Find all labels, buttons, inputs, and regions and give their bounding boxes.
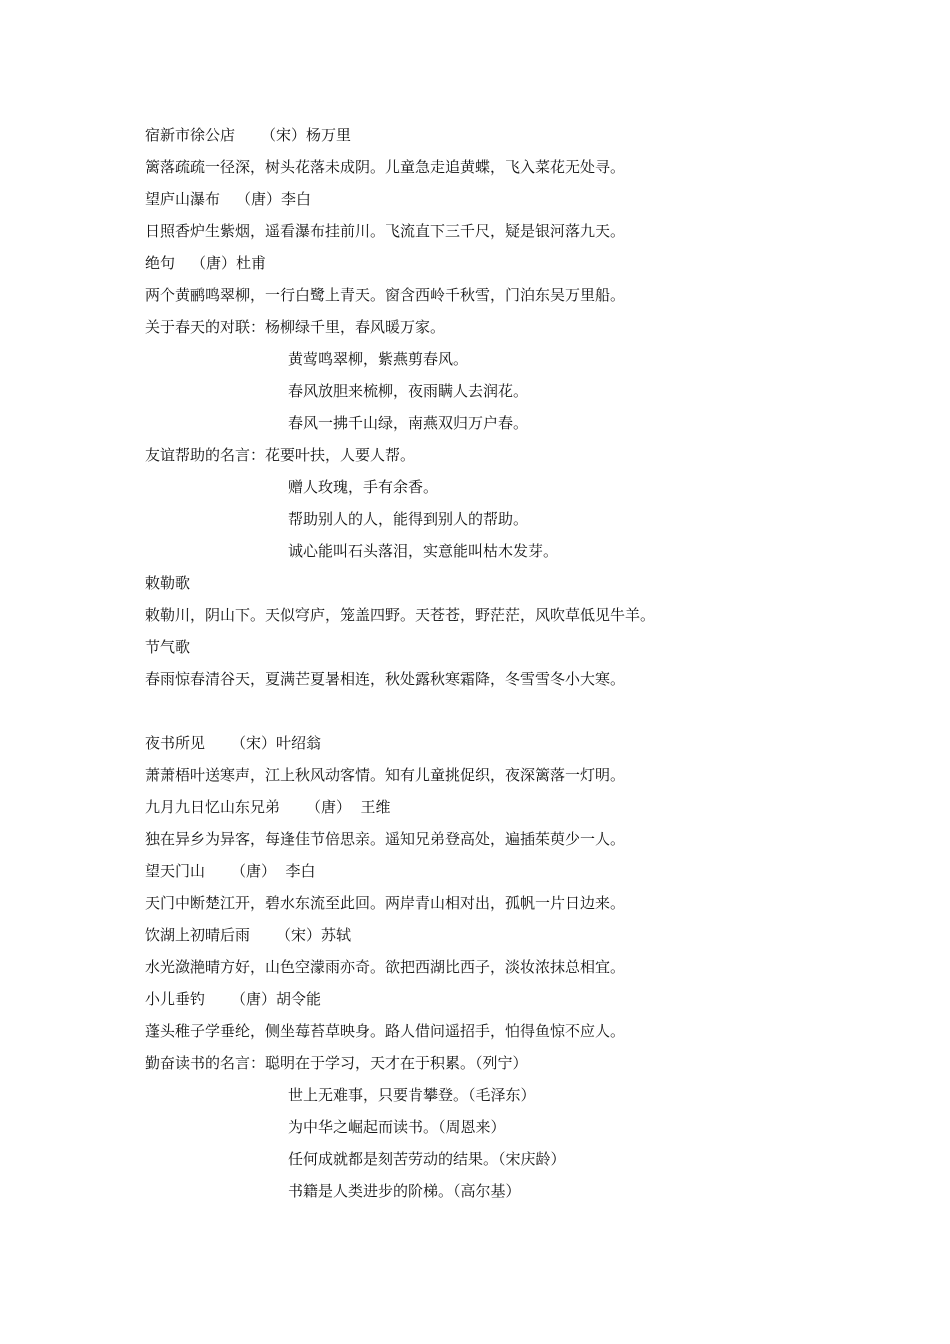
quote-item: 花要叶扶，人要人帮。 <box>265 446 416 464</box>
quote-item: 世上无难事，只要肯攀登。（毛泽东） <box>288 1086 536 1104</box>
couplet-item: 春风一拂千山绿，南燕双归万户春。 <box>288 414 529 432</box>
section-label: 勤奋读书的名言： <box>145 1054 266 1072</box>
poem-text: 春雨惊春清谷天，夏满芒夏暑相连，秋处露秋寒霜降，冬雪雪冬小大寒。 <box>145 670 626 688</box>
poem-title: 宿新市徐公店 <box>145 126 236 144</box>
poem-title-line <box>145 861 316 881</box>
poem-title: 饮湖上初晴后雨 <box>145 926 251 944</box>
poem-title: 望庐山瀑布 <box>145 190 221 208</box>
poem-text: 篱落疏疏一径深，树头花落未成阴。儿童急走追黄蝶，飞入菜花无处寻。 <box>145 158 626 176</box>
poem-text: 天门中断楚江开，碧水东流至此回。两岸青山相对出，孤帆一片日边来。 <box>145 894 626 912</box>
section-label: 关于春天的对联： <box>145 318 266 336</box>
couplet-item: 黄莺鸣翠柳，紫燕剪春风。 <box>288 350 469 368</box>
poem-title-line <box>145 925 351 945</box>
poem-title-line <box>145 125 351 145</box>
quote-item: 为中华之崛起而读书。（周恩来） <box>288 1118 506 1136</box>
poem-title-line <box>145 253 266 273</box>
poem-author: （宋）叶绍翁 <box>231 734 322 752</box>
poem-title: 节气歌 <box>145 638 191 656</box>
poem-title-line <box>145 797 391 817</box>
poem-title: 小儿垂钓 <box>145 990 206 1008</box>
poem-author: （宋）杨万里 <box>261 126 352 144</box>
quote-item: 书籍是人类进步的阶梯。（高尔基） <box>288 1182 521 1200</box>
poem-text: 萧萧梧叶送寒声，江上秋风动客情。知有儿童挑促织，夜深篱落一灯明。 <box>145 766 626 784</box>
poem-title-line <box>145 989 321 1009</box>
spring-couplet-line <box>145 317 445 337</box>
poem-text: 蓬头稚子学垂纶，侧坐莓苔草映身。路人借问遥招手，怕得鱼惊不应人。 <box>145 1022 626 1040</box>
poem-author: （宋）苏轼 <box>276 926 352 944</box>
quote-item: 赠人玫瑰，手有余香。 <box>288 478 439 496</box>
poem-title-line <box>145 189 311 209</box>
couplet-item: 杨柳绿千里，春风暖万家。 <box>265 318 446 336</box>
poem-author: （唐） 李白 <box>231 862 316 880</box>
poem-title: 敕勒歌 <box>145 574 191 592</box>
poem-text: 敕勒川，阴山下。天似穹庐，笼盖四野。天苍苍，野茫茫，风吹草低见牛羊。 <box>145 606 656 624</box>
poem-author: （唐）杜甫 <box>191 254 267 272</box>
study-quote-line <box>145 1053 528 1073</box>
poem-title: 九月九日忆山东兄弟 <box>145 798 281 816</box>
quote-item: 诚心能叫石头落泪，实意能叫枯木发芽。 <box>288 542 559 560</box>
poem-author: （唐）胡令能 <box>231 990 322 1008</box>
friendship-quote-line <box>145 445 415 465</box>
poem-text: 独在异乡为异客，每逢佳节倍思亲。遥知兄弟登高处，遍插茱萸少一人。 <box>145 830 626 848</box>
quote-item: 帮助别人的人，能得到别人的帮助。 <box>288 510 529 528</box>
poem-title: 夜书所见 <box>145 734 206 752</box>
poem-text: 日照香炉生紫烟，遥看瀑布挂前川。飞流直下三千尺，疑是银河落九天。 <box>145 222 626 240</box>
poem-text: 两个黄鹂鸣翠柳，一行白鹭上青天。窗含西岭千秋雪，门泊东吴万里船。 <box>145 286 626 304</box>
poem-author: （唐） 王维 <box>306 798 391 816</box>
quote-item: 聪明在于学习，天才在于积累。（列宁） <box>265 1054 528 1072</box>
poem-title: 望天门山 <box>145 862 206 880</box>
poem-author: （唐）李白 <box>236 190 312 208</box>
section-label: 友谊帮助的名言： <box>145 446 266 464</box>
quote-item: 任何成就都是刻苦劳动的结果。（宋庆龄） <box>288 1150 566 1168</box>
poem-text: 水光潋滟晴方好，山色空濛雨亦奇。欲把西湖比西子，淡妆浓抹总相宜。 <box>145 958 626 976</box>
poem-title-line <box>145 733 321 753</box>
couplet-item: 春风放胆来梳柳，夜雨瞒人去润花。 <box>288 382 529 400</box>
poem-title: 绝句 <box>145 254 176 272</box>
